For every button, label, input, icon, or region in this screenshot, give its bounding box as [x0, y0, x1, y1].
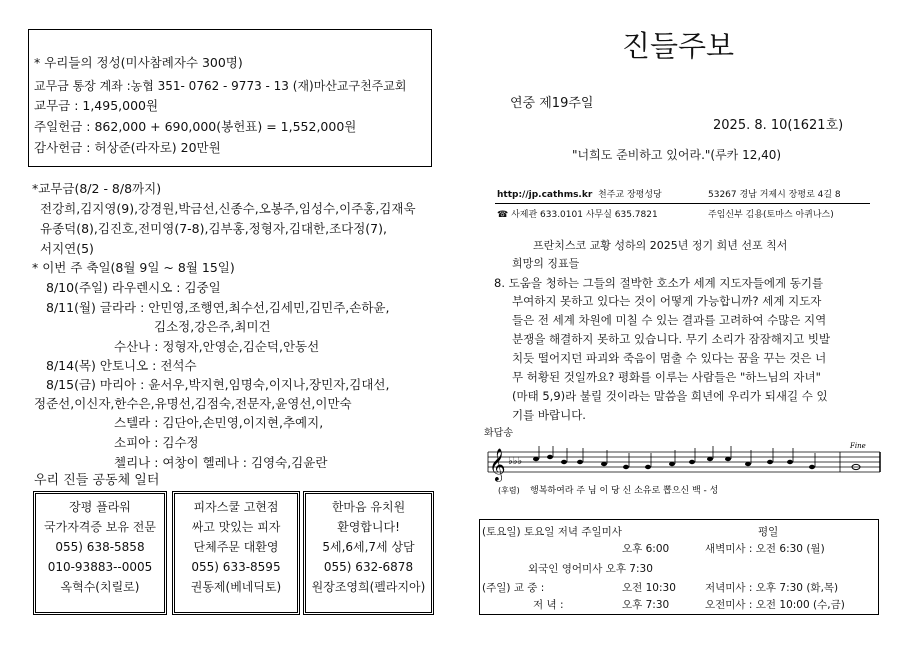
ad-line: 옥혁수(치릴로) [60, 580, 140, 594]
feast-line: 소피아 : 김수정 [114, 435, 199, 450]
feast-line: 8/14(목) 안토니오 : 전석수 [46, 358, 197, 373]
hymn-fine: Fine [850, 442, 866, 450]
contact-url: http://jp.cathms.kr [497, 190, 593, 200]
hymn-lyric-label: (후렴) [498, 486, 520, 495]
kyomu-line: 서지연(5) [40, 241, 94, 256]
feast-line: 8/15(금) 마리아 : 윤서우,박지현,임명숙,이지나,장민자,김대선, [46, 377, 390, 392]
offering-account: 교무금 통장 계좌 :농협 351- 0762 - 9773 - 13 (재)마산교구천주교회 [34, 79, 407, 93]
offering-sunday: 주일헌금 : 862,000 + 690,000(봉헌표) = 1,552,000원 [34, 119, 357, 134]
message-line: 분쟁을 해결하지 못하고 있습니다. 무기 소리가 잠잠해지고 빗발 [512, 332, 831, 346]
ad-line: 원장조영희(펠라지아) [311, 580, 426, 594]
feast-title: * 이번 주 축일(8월 9일 ~ 8월 15일) [32, 260, 235, 275]
ad-line: 055) 633-8595 [191, 560, 281, 574]
message-subtitle: 희망의 징표들 [512, 257, 580, 270]
ad-line: 국가자격증 보유 전문 [44, 520, 156, 534]
schedule-sun-main: (주일) 교 중 : [482, 582, 545, 594]
kyomu-line: 유종덕(8),김진호,전미영(7-8),김부홍,정형자,김대한,조다정(7), [40, 221, 387, 236]
ad-line: 피자스쿨 고현점 [193, 500, 279, 514]
schedule-weekday-title: 평일 [758, 526, 779, 538]
schedule-dawn: 새벽미사 : 오전 6:30 (월) [705, 543, 825, 555]
ad-flower-text [36, 497, 164, 597]
feast-line: 수산나 : 정형자,안영순,김순덕,안동선 [114, 339, 320, 354]
message-line: 무 허황된 것일까요? 평화를 이루는 사람들은 "하느님의 자녀" [512, 370, 821, 384]
ad-line: 5세,6세,7세 상담 [322, 540, 415, 554]
feast-line: 8/10(주일) 라우렌시오 : 김중일 [46, 280, 221, 295]
contact-pastor: 주임신부 김용(토마스 아퀴나스) [708, 210, 834, 220]
message-title: 프란치스코 교황 성하의 2025년 정기 희년 선포 칙서 [533, 239, 788, 252]
schedule-sat-title: (토요일) 토요일 저녁 주일미사 [482, 526, 622, 538]
message-line: 부여하지 못하고 있다는 것이 어떻게 가능합니까? 세계 지도자 [512, 294, 822, 308]
message-line: 들은 전 세계 차원에 미칠 수 있는 결과를 고려하여 수많은 지역 [512, 313, 827, 327]
staff-lines [488, 452, 880, 472]
ad-line: 싸고 맛있는 피자 [191, 520, 281, 534]
ad-line: 한마음 유치원 [331, 500, 406, 514]
offering-thanks: 감사헌금 : 허상준(라자로) 20만원 [34, 140, 221, 155]
kyomu-line: 전강희,김지영(9),강경원,박금선,신종수,오봉주,임성수,이주홍,김재욱 [40, 201, 416, 216]
feast-line: 김소정,강은주,최미건 [154, 319, 271, 334]
schedule-english: 외국인 영어미사 오후 7:30 [528, 563, 653, 575]
ad-line: 055) 638-5858 [55, 540, 145, 554]
feast-line: 스텔라 : 김단아,손민영,이지현,추예지, [114, 415, 324, 430]
treble-clef-icon: 𝄞 [489, 448, 506, 481]
ad-line: 장평 플라워 [69, 500, 131, 514]
hymn-lyrics: 행복하여라 주 님 이 당 신 소유로 뽑으신 백 - 성 [530, 486, 719, 496]
message-line: 기를 바랍니다. [512, 408, 586, 422]
contact-address: 53267 경남 거제시 장평로 4길 8 [708, 190, 841, 200]
flat-sign-icon: ♭♭♭ [508, 456, 523, 467]
offering-header: * 우리들의 정성(미사참례자수 300명) [34, 55, 243, 70]
ad-line: 010-93883--0005 [47, 560, 153, 574]
feast-line: 8/11(월) 글라라 : 안민영,조행연,최수선,김세민,김민주,손하윤, [46, 300, 390, 315]
message-line: (마태 5,9)라 불릴 것이라는 말씀을 희년에 우리가 되새길 수 있 [512, 389, 828, 403]
ad-pizza-text [175, 497, 297, 597]
schedule-sun-evening-time: 오후 7:30 [622, 599, 670, 611]
schedule-morning: 오전미사 : 오전 10:00 (수,금) [705, 599, 845, 611]
bulletin-title: 진들주보 [622, 29, 735, 63]
contact-phone: ☎ 사제관 633.0101 사무실 635.7821 [497, 210, 658, 220]
community-title: 우리 진들 공동체 일터 [34, 473, 160, 488]
music-staff [484, 440, 882, 500]
bulletin-verse: "너희도 준비하고 있어라."(루카 12,40) [572, 148, 782, 162]
schedule-sun-main-time: 오전 10:30 [622, 582, 676, 594]
contact-church: 천주교 장평성당 [598, 190, 662, 200]
ad-line: 단체주문 대환영 [193, 540, 279, 554]
offering-kyomugeum: 교무금 : 1,495,000원 [34, 98, 159, 113]
ad-line: 환영합니다! [337, 520, 400, 534]
schedule-evening: 저녁미사 : 오후 7:30 (화,목) [705, 582, 839, 594]
bulletin-week: 연중 제19주일 [510, 96, 594, 111]
kyomu-title: *교무금(8/2 - 8/8까지) [32, 181, 162, 196]
hymn-label: 화답송 [484, 428, 513, 439]
message-line: 치듯 떨어지던 파괴와 죽음이 멈출 수 있다는 꿈을 꾸는 것은 너 [512, 351, 827, 365]
message-line: 8. 도움을 청하는 그들의 절박한 호소가 세계 지도자들에게 동기를 [494, 276, 824, 290]
ad-line: 권동제(베네딕토) [190, 580, 282, 594]
ad-kindergarten-text [306, 497, 431, 597]
feast-line: 정준선,이신자,한수은,유명선,김점숙,전문자,윤영선,이만숙 [34, 396, 352, 411]
schedule-sun-evening: 저 녁 : [533, 599, 564, 611]
schedule-sat-time: 오후 6:00 [622, 543, 670, 555]
feast-line: 첼리나 : 여창이 헬레나 : 김영숙,김윤란 [114, 455, 328, 470]
bulletin-date: 2025. 8. 10(1621호) [713, 118, 844, 133]
ad-line: 055) 632-6878 [323, 560, 414, 574]
